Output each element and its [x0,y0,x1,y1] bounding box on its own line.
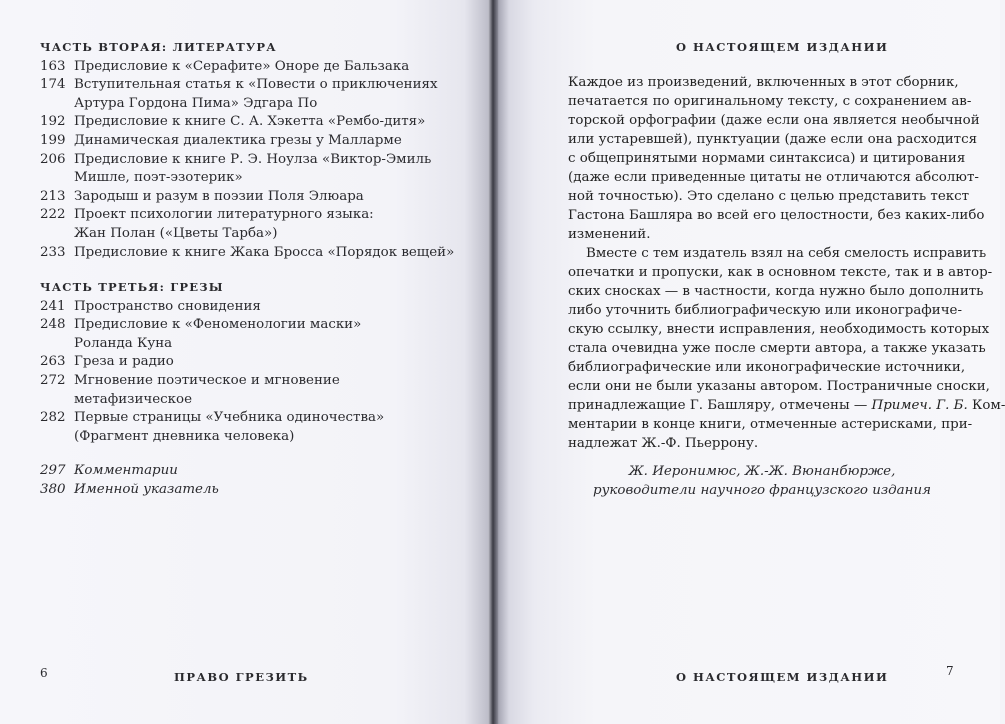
toc-entry-line: Пространство сновидения [74,298,261,314]
toc-page-number: 199 [40,132,66,148]
toc-entry [40,206,454,243]
text-line: если они не были указаны автором. Постраничные сноски, [568,379,990,394]
book-gutter [488,0,498,724]
signature-role: руководители научного французского издания [593,483,931,498]
toc-back-matter [40,462,219,499]
toc-entry [40,353,384,372]
toc-entry [40,151,454,188]
toc-page-number: 213 [40,188,66,204]
toc-page-number: 222 [40,207,66,223]
text-line: (даже если приведенные цитаты не отличаются абсолют- [568,170,979,185]
toc-entry [40,462,219,481]
toc-entry-line: Первые страницы «Учебника одиночества» [74,410,385,426]
toc-entry-title [74,151,431,188]
text-line: с общепринятыми нормами синтаксиса) и цитирования [568,151,966,166]
text-line: торской орфографии (даже если она является необычной [568,113,980,128]
toc-entry-title [74,113,425,132]
text-line: скую ссылку, внести исправления, необходимость которых [568,322,990,337]
toc-entry-line: Жан Полан («Цветы Тарба») [74,225,278,241]
signature-names: Ж. Иеронимюс, Ж.-Ж. Вюнанбюрже, [628,464,896,479]
toc-entry [40,113,454,132]
toc-entry-line: Динамическая диалектика грезы у Малларме [74,132,402,148]
paragraph-2 [568,244,1005,453]
toc-entry-title [74,353,174,372]
text-line: ментарии в конце книги, отмеченные астерисками, при- [568,417,973,432]
toc-entry-line: Роланда Куна [74,335,173,351]
toc-page-number: 241 [40,298,66,314]
page-number: 7 [946,664,954,678]
toc-entry [40,76,454,113]
toc-entry-title [74,316,361,353]
toc-entry [40,372,384,409]
left-page [0,0,494,724]
text-line: Гастона Башляра во всей его целостности, без каких-либо [568,208,985,223]
toc-entry-title [74,76,438,113]
toc-entry-line: Именной указатель [74,481,219,497]
toc-page-number: 174 [40,77,66,93]
toc-page-number: 248 [40,317,66,333]
toc-entry-title [74,244,454,263]
toc-entry [40,409,384,446]
toc-entry-line: Предисловие к книге С. А. Хэкетта «Рембо-дитя» [74,114,426,130]
toc-entry [40,316,384,353]
toc-part-two [40,38,454,262]
toc-page-number: 233 [40,244,66,260]
toc-entry-title [74,409,384,446]
toc-entry-line: Предисловие к «Серафите» Оноре де Бальзака [74,58,410,74]
toc-entry-line: Предисловие к книге Жака Бросса «Порядок вещей» [74,244,455,260]
text-line: Каждое из произведений, включенных в этот сборник, [568,75,959,90]
toc-entry-title [74,188,364,207]
text-line [568,396,1005,415]
toc-entry-line: Мгновение поэтическое и мгновение [74,372,340,388]
toc-entry-line: Проект психологии литературного языка: [74,207,374,223]
toc-part-three [40,278,384,446]
toc-entry-line: (Фрагмент дневника человека) [74,428,295,444]
toc-entry-line: Предисловие к книге Р. Э. Ноулза «Виктор-Эмиль [74,151,432,167]
body-text [568,73,1005,453]
toc-page-number: 206 [40,151,66,167]
signature [568,462,956,500]
text-line: либо уточнить библиографическую или иконографиче- [568,303,963,318]
note-abbreviation: Примеч. Г. Б. [871,398,968,413]
toc-entry [40,188,454,207]
toc-entry-line: Вступительная статья к «Повести о приключениях [74,77,438,93]
text-line: библиографические или иконографические источники, [568,360,966,375]
toc-entry [40,481,219,500]
toc-entry-title [74,58,409,77]
text-line: печатается по оригинальному тексту, с сохранением ав- [568,94,972,109]
text-line: опечатки и пропуски, как в основном тексте, так и в автор- [568,265,993,280]
text-segment: принадлежащие Г. Башляру, отмечены — [568,398,872,413]
toc-entry-title [74,132,402,151]
toc-entry-title [74,206,374,243]
toc-entries [40,58,454,263]
toc-entry-line: Артура Гордона Пима» Эдгара По [74,95,318,111]
toc-entry-title [74,462,178,481]
section-title: ЧАСТЬ ТРЕТЬЯ: ГРЕЗЫ [40,280,224,294]
toc-page-number: 263 [40,354,66,370]
toc-entry [40,298,384,317]
paragraph-1 [568,73,985,244]
toc-page-number: 380 [40,481,66,497]
toc-entry-line: Мишле, поэт-эзотерик» [74,170,243,186]
text-line: надлежат Ж.-Ф. Пьеррону. [568,436,759,451]
text-line: ной точностью). Это сделано с целью представить текст [568,189,970,204]
section-title: ЧАСТЬ ВТОРАЯ: ЛИТЕРАТУРА [40,40,277,54]
toc-page-number: 272 [40,372,66,388]
text-segment: Ком- [967,398,1005,413]
toc-entry-line: Зародыш и разум в поэзии Поля Элюара [74,188,364,204]
toc-entry [40,58,454,77]
text-line: ских сносках — в частности, когда нужно было дополнить [568,284,984,299]
text-line: или устаревшей), пунктуации (даже если она расходится [568,132,978,147]
toc-entry-title [74,372,340,409]
toc-page-number: 163 [40,58,66,74]
toc-entry-line: Комментарии [74,463,178,478]
page-heading: О НАСТОЯЩЕМ ИЗДАНИИ [676,40,889,54]
text-line: стала очевидна уже после смерти автора, а также указать [568,341,986,356]
toc-entry [40,132,454,151]
text-line: изменений. [568,227,651,242]
toc-entry-line: Греза и радио [74,354,174,370]
toc-entry [40,244,454,263]
toc-entries [40,298,384,447]
page-number: 6 [40,666,48,680]
toc-entry-line: Предисловие к «Феноменологии маски» [74,317,362,333]
toc-page-number: 192 [40,114,66,130]
toc-entry-line: метафизическое [74,391,192,407]
text-line: Вместе с тем издатель взял на себя смелость исправить [586,246,987,261]
running-footer: ПРАВО ГРЕЗИТЬ [174,670,309,684]
toc-page-number: 297 [40,463,66,478]
toc-entry-title [74,481,219,500]
toc-entry-title [74,298,261,317]
running-footer: О НАСТОЯЩЕМ ИЗДАНИИ [676,670,889,684]
toc-page-number: 282 [40,410,66,426]
